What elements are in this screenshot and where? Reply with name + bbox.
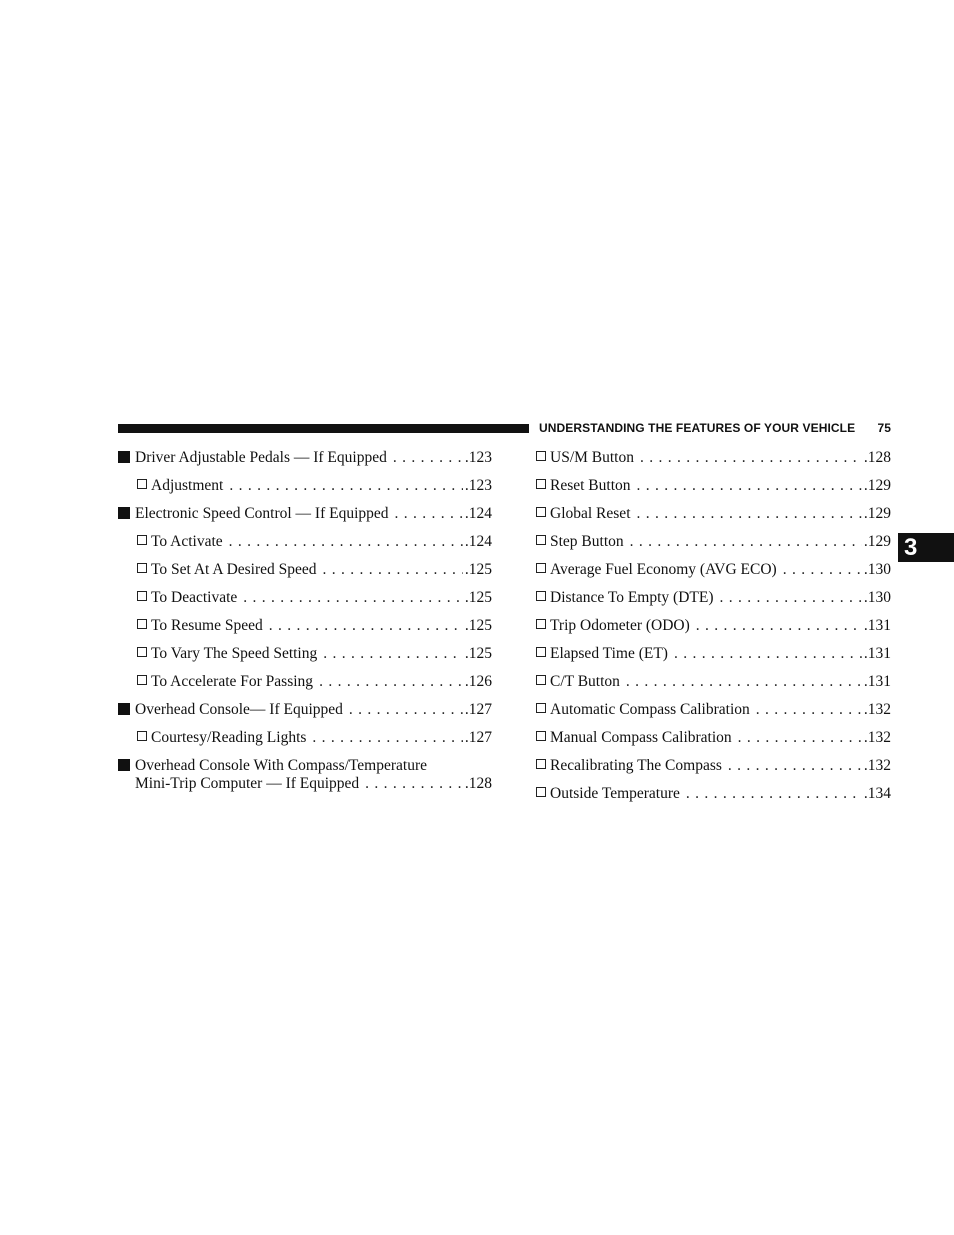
chapter-tab[interactable]: 3 bbox=[898, 533, 954, 562]
toc-entry[interactable] bbox=[118, 585, 492, 613]
open-square-bullet-icon bbox=[137, 675, 147, 685]
toc-entry-label: Trip Odometer (ODO) bbox=[550, 617, 690, 634]
toc-entry-label: Average Fuel Economy (AVG ECO) bbox=[550, 561, 777, 578]
toc-entry[interactable] bbox=[536, 725, 891, 753]
toc-entry[interactable] bbox=[536, 473, 891, 501]
toc-entry-page: .125 bbox=[464, 617, 492, 634]
dot-leader bbox=[243, 585, 463, 611]
open-square-bullet-icon bbox=[536, 451, 546, 461]
toc-entry[interactable] bbox=[118, 529, 492, 557]
toc-entry-label: Overhead Console— If Equipped bbox=[135, 701, 343, 718]
toc-entry-label: Distance To Empty (DTE) bbox=[550, 589, 714, 606]
toc-entry-label: Electronic Speed Control — If Equipped bbox=[135, 505, 389, 522]
dot-leader bbox=[393, 445, 463, 471]
toc-entry-page: .129 bbox=[863, 477, 891, 494]
toc-entry-page: .134 bbox=[863, 785, 891, 802]
toc-entry-label: Adjustment bbox=[151, 477, 224, 494]
toc-entry[interactable] bbox=[536, 585, 891, 613]
toc-entry-label: Mini-Trip Computer — If Equipped bbox=[135, 775, 360, 792]
dot-leader bbox=[349, 697, 463, 723]
toc-right-column bbox=[536, 445, 891, 809]
dot-leader bbox=[640, 445, 862, 471]
dot-leader bbox=[323, 641, 463, 667]
toc-entry[interactable] bbox=[536, 445, 891, 473]
toc-entry-label: To Set At A Desired Speed bbox=[151, 561, 317, 578]
toc-entry-page: .131 bbox=[863, 645, 891, 662]
open-square-bullet-icon bbox=[536, 535, 546, 545]
toc-entry[interactable] bbox=[118, 725, 492, 753]
dot-leader bbox=[728, 753, 862, 779]
toc-entry-label: Automatic Compass Calibration bbox=[550, 701, 750, 718]
toc-left-column bbox=[118, 445, 492, 793]
toc-entry[interactable] bbox=[118, 557, 492, 585]
toc-entry-page: .123 bbox=[464, 477, 492, 494]
open-square-bullet-icon bbox=[137, 535, 147, 545]
toc-entry-page: .125 bbox=[464, 561, 492, 578]
toc-entry[interactable] bbox=[536, 557, 891, 585]
toc-entry[interactable] bbox=[118, 697, 492, 725]
open-square-bullet-icon bbox=[536, 591, 546, 601]
dot-leader bbox=[630, 529, 862, 555]
dot-leader bbox=[738, 725, 862, 751]
toc-entry-label: To Vary The Speed Setting bbox=[151, 645, 318, 662]
open-square-bullet-icon bbox=[536, 647, 546, 657]
dot-leader bbox=[323, 557, 463, 583]
toc-entry-page: .128 bbox=[464, 775, 492, 792]
open-square-bullet-icon bbox=[137, 479, 147, 489]
open-square-bullet-icon bbox=[137, 619, 147, 629]
dot-leader bbox=[637, 501, 862, 527]
toc-entry[interactable] bbox=[118, 669, 492, 697]
toc-entry-page: .124 bbox=[464, 505, 492, 522]
open-square-bullet-icon bbox=[137, 647, 147, 657]
dot-leader bbox=[229, 529, 463, 555]
toc-entry-label: C/T Button bbox=[550, 673, 620, 690]
toc-entry-page: .126 bbox=[464, 673, 492, 690]
dot-leader bbox=[269, 613, 463, 639]
toc-entry-label: Step Button bbox=[550, 533, 624, 550]
open-square-bullet-icon bbox=[536, 619, 546, 629]
open-square-bullet-icon bbox=[536, 563, 546, 573]
toc-entry-label: Reset Button bbox=[550, 477, 631, 494]
toc-entry-page: .132 bbox=[863, 701, 891, 718]
dot-leader bbox=[686, 781, 862, 807]
open-square-bullet-icon bbox=[536, 479, 546, 489]
toc-entry-label: Driver Adjustable Pedals — If Equipped bbox=[135, 449, 387, 466]
toc-entry-label: To Activate bbox=[151, 533, 223, 550]
toc-entry-label: To Accelerate For Passing bbox=[151, 673, 314, 690]
open-square-bullet-icon bbox=[536, 759, 546, 769]
open-square-bullet-icon bbox=[536, 787, 546, 797]
toc-entry-label: Recalibrating The Compass bbox=[550, 757, 722, 774]
filled-square-bullet-icon bbox=[118, 451, 130, 463]
toc-entry-label: Outside Temperature bbox=[550, 785, 680, 802]
dot-leader bbox=[674, 641, 862, 667]
dot-leader bbox=[312, 725, 462, 751]
open-square-bullet-icon bbox=[536, 731, 546, 741]
filled-square-bullet-icon bbox=[118, 507, 130, 519]
dot-leader bbox=[626, 669, 862, 695]
toc-entry-page: .125 bbox=[464, 645, 492, 662]
toc-entry-label: Courtesy/Reading Lights bbox=[151, 729, 307, 746]
open-square-bullet-icon bbox=[536, 675, 546, 685]
toc-entry[interactable] bbox=[536, 501, 891, 529]
toc-entry[interactable] bbox=[118, 501, 492, 529]
header-rule bbox=[118, 424, 529, 433]
toc-entry-label: US/M Button bbox=[550, 449, 634, 466]
toc-entry[interactable] bbox=[118, 473, 492, 501]
header-title: UNDERSTANDING THE FEATURES OF YOUR VEHICLE bbox=[539, 421, 856, 435]
toc-entry-page: .124 bbox=[464, 533, 492, 550]
dot-leader bbox=[756, 697, 862, 723]
toc-entry[interactable] bbox=[536, 669, 891, 697]
dot-leader bbox=[637, 473, 862, 499]
dot-leader bbox=[319, 669, 463, 695]
dot-leader bbox=[720, 585, 862, 611]
open-square-bullet-icon bbox=[536, 703, 546, 713]
toc-entry-label: Global Reset bbox=[550, 505, 631, 522]
toc-entry[interactable] bbox=[536, 613, 891, 641]
toc-entry-label: To Deactivate bbox=[151, 589, 238, 606]
toc-entry[interactable] bbox=[536, 529, 891, 557]
toc-entry[interactable] bbox=[118, 641, 492, 669]
toc-entry[interactable] bbox=[536, 641, 891, 669]
toc-entry-page: .128 bbox=[863, 449, 891, 466]
open-square-bullet-icon bbox=[137, 591, 147, 601]
open-square-bullet-icon bbox=[137, 731, 147, 741]
toc-entry-page: .129 bbox=[863, 533, 891, 550]
toc-entry[interactable] bbox=[118, 753, 492, 793]
toc-entry-page: .125 bbox=[464, 589, 492, 606]
toc-entry-label: Elapsed Time (ET) bbox=[550, 645, 668, 662]
dot-leader bbox=[696, 613, 862, 639]
toc-entry-page: .132 bbox=[863, 757, 891, 774]
toc-entry-label: Manual Compass Calibration bbox=[550, 729, 732, 746]
toc-entry-page: .127 bbox=[464, 729, 492, 746]
header-page-number: 75 bbox=[877, 421, 891, 435]
dot-leader bbox=[783, 557, 862, 583]
toc-entry[interactable] bbox=[536, 781, 891, 809]
toc-entry-page: .130 bbox=[863, 589, 891, 606]
toc-entry-page: .131 bbox=[863, 617, 891, 634]
toc-entry-page: .127 bbox=[464, 701, 492, 718]
toc-entry[interactable] bbox=[118, 613, 492, 641]
running-header bbox=[539, 421, 891, 435]
toc-entry-page: .131 bbox=[863, 673, 891, 690]
filled-square-bullet-icon bbox=[118, 759, 130, 771]
toc-entry[interactable] bbox=[118, 445, 492, 473]
toc-entry[interactable] bbox=[536, 697, 891, 725]
open-square-bullet-icon bbox=[137, 563, 147, 573]
open-square-bullet-icon bbox=[536, 507, 546, 517]
dot-leader bbox=[365, 771, 463, 797]
toc-entry-label: Overhead Console With Compass/Temperature bbox=[135, 757, 428, 774]
dot-leader bbox=[395, 501, 463, 527]
toc-entry-label: To Resume Speed bbox=[151, 617, 263, 634]
toc-entry-page: .129 bbox=[863, 505, 891, 522]
dot-leader bbox=[229, 473, 463, 499]
toc-entry[interactable] bbox=[536, 753, 891, 781]
toc-entry-page: .123 bbox=[464, 449, 492, 466]
toc-entry-page: .130 bbox=[863, 561, 891, 578]
filled-square-bullet-icon bbox=[118, 703, 130, 715]
toc-entry-page: .132 bbox=[863, 729, 891, 746]
